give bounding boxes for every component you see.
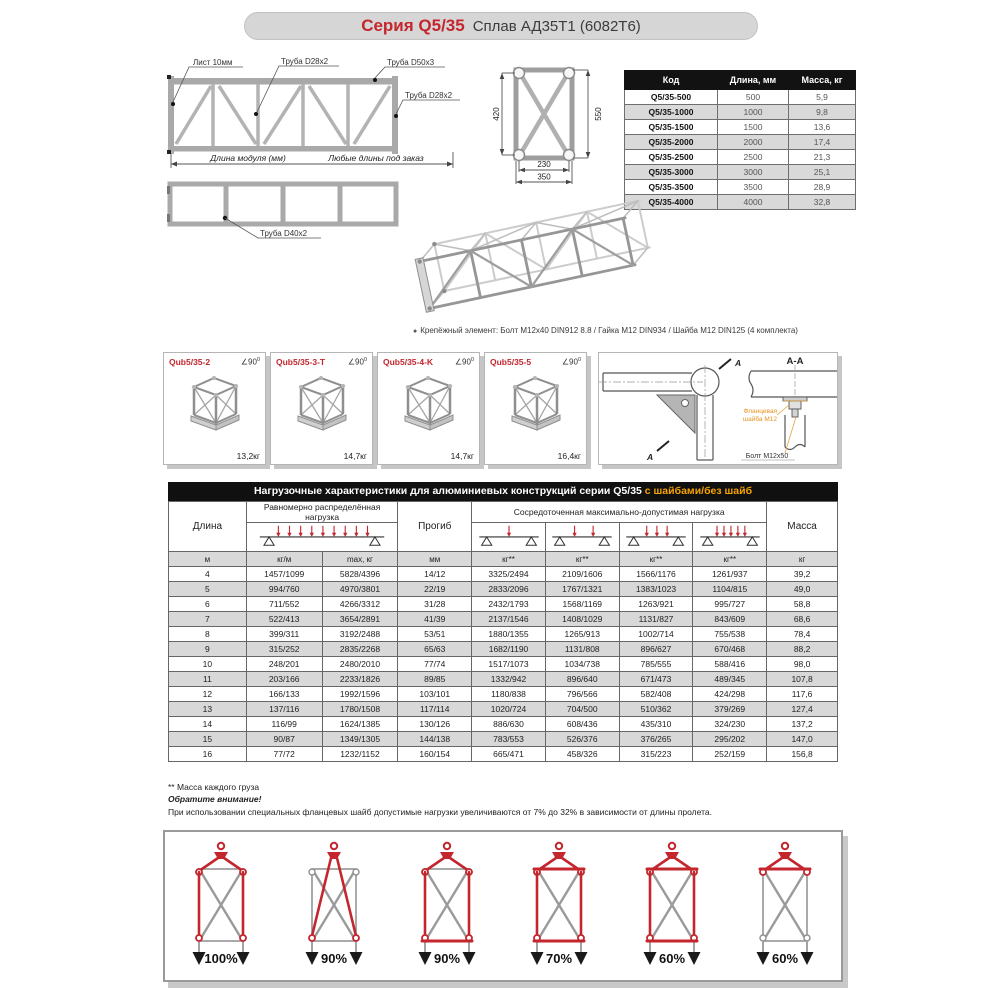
sheet-leader-dot (171, 102, 175, 106)
load-table-cell: 783/553 (472, 732, 546, 747)
load-table-cell: 166/133 (246, 687, 322, 702)
load-table-cell: 1624/1385 (322, 717, 398, 732)
load-table-cell: 2833/2096 (472, 582, 546, 597)
load-table-cell: 31/28 (398, 597, 472, 612)
sling-percent: 90% (433, 951, 460, 966)
load-unit-cell: кг (767, 552, 838, 567)
corner-block-render (501, 371, 571, 435)
load-table-cell: 2109/1606 (545, 567, 619, 582)
load-table-cell: 376/265 (619, 732, 693, 747)
sling-diagram (171, 839, 271, 973)
load-table-row (169, 672, 838, 687)
load-table-cell: 886/630 (472, 717, 546, 732)
section-marker-a-top: A (735, 358, 742, 368)
size-table-cell: 21,3 (789, 150, 856, 165)
corner-block-card (270, 352, 373, 465)
load-table-cell: 5 (169, 582, 247, 597)
footnotes (168, 781, 848, 818)
load-table-cell: 22/19 (398, 582, 472, 597)
size-table-cell: Q5/35-3000 (625, 165, 718, 180)
load-table-cell: 9 (169, 642, 247, 657)
load-table-cell: 1457/1099 (246, 567, 322, 582)
load-table-cell: 12 (169, 687, 247, 702)
size-table-cell: 25,1 (789, 165, 856, 180)
sheet-label: Лист 10мм (193, 58, 233, 67)
load-table-cell: 1780/1508 (322, 702, 398, 717)
load-table-cell: 160/154 (398, 747, 472, 762)
load-table-cell: 13 (169, 702, 247, 717)
load-table-cell: 711/552 (246, 597, 322, 612)
concentrated-load-diagram-2 (545, 523, 619, 552)
distributed-load-diagram (246, 523, 398, 552)
load-table-row (169, 732, 838, 747)
concentrated-load-diagram-3 (619, 523, 693, 552)
concentrated-load-diagram-4 (693, 523, 767, 552)
corner-block-card (377, 352, 480, 465)
size-table-cell: 1500 (718, 120, 789, 135)
size-table-cell: Q5/35-2500 (625, 150, 718, 165)
size-table-row (625, 150, 856, 165)
load-table-cell: 107,8 (767, 672, 838, 687)
load-unit-cell: кг/м (246, 552, 322, 567)
sling-diagram (284, 839, 384, 973)
size-table-row (625, 105, 856, 120)
load-table-cell: 608/436 (545, 717, 619, 732)
sling-diagram (622, 839, 722, 973)
corner-block-weight: 16,4кг (557, 451, 581, 461)
load-units-row (169, 552, 838, 567)
size-table-cell: 4000 (718, 195, 789, 210)
size-table-cell: 2000 (718, 135, 789, 150)
load-table-row (169, 747, 838, 762)
load-table-cell: 704/500 (545, 702, 619, 717)
size-col-mass: Масса, кг (789, 71, 856, 90)
load-table-cell: 1349/1305 (322, 732, 398, 747)
load-table-row (169, 657, 838, 672)
size-table-row (625, 135, 856, 150)
hook-icon (440, 843, 454, 859)
footnote-flange: При использовании специальных фланцевых шайб допустимые нагрузки увеличиваются от 7% до 32% в зависимости от длины пролета. (168, 806, 712, 817)
load-table-cell: 90/87 (246, 732, 322, 747)
load-table-cell: 78,4 (767, 627, 838, 642)
load-table-cell: 15 (169, 732, 247, 747)
load-table-cell: 588/416 (693, 657, 767, 672)
load-table-cell: 98,0 (767, 657, 838, 672)
load-table-cell: 116/99 (246, 717, 322, 732)
bullet-icon: ● (413, 328, 418, 335)
load-table-cell: 1002/714 (619, 627, 693, 642)
load-table-cell: 58,8 (767, 597, 838, 612)
load-table-cell: 11 (169, 672, 247, 687)
corner-block-weight: 14,7кг (450, 451, 474, 461)
corner-block-angle: $\angle 90^0$ (561, 357, 581, 367)
load-table-cell: 295/202 (693, 732, 767, 747)
load-table-cell: 1332/942 (472, 672, 546, 687)
load-table-row (169, 717, 838, 732)
hook-icon (327, 843, 341, 859)
truss-3d-render (403, 193, 683, 328)
load-table-cell: 458/326 (545, 747, 619, 762)
load-table-cell: 10 (169, 657, 247, 672)
size-table-row (625, 90, 856, 105)
load-unit-cell: кг** (472, 552, 546, 567)
load-table-cell: 4266/3312 (322, 597, 398, 612)
load-table-cell: 1232/1152 (322, 747, 398, 762)
load-table-cell: 1263/921 (619, 597, 693, 612)
tube28-leader-dot (254, 112, 258, 116)
load-table-row (169, 687, 838, 702)
load-table-row (169, 627, 838, 642)
load-table-cell: 315/252 (246, 642, 322, 657)
load-table-cell: 16 (169, 747, 247, 762)
load-table-row (169, 642, 838, 657)
size-table-cell: 9,8 (789, 105, 856, 120)
load-table-cell: 49,0 (767, 582, 838, 597)
load-table-cell: 127,4 (767, 702, 838, 717)
load-table-cell: 203/166 (246, 672, 322, 687)
tube-d28-top-label: Труба D28х2 (281, 57, 329, 66)
load-table-cell: 4 (169, 567, 247, 582)
col-distributed: Равномерно распределённая нагрузка (246, 502, 398, 523)
size-table-cell: 32,8 (789, 195, 856, 210)
load-table-cell: 39,2 (767, 567, 838, 582)
flange-washer-label-2: шайба М12 (742, 416, 777, 423)
load-table-cell: 489/345 (693, 672, 767, 687)
load-table-cell: 315/223 (619, 747, 693, 762)
load-table-cell: 1517/1073 (472, 657, 546, 672)
load-table-cell: 1880/1355 (472, 627, 546, 642)
size-table-cell: 5,9 (789, 90, 856, 105)
load-table-body (169, 567, 838, 762)
load-table-cell: 896/627 (619, 642, 693, 657)
series-title: Серия Q5/35 (361, 16, 465, 35)
dim-350: 350 (537, 172, 551, 182)
size-table (624, 70, 856, 210)
size-col-code: Код (625, 71, 718, 90)
load-table-cell: 130/126 (398, 717, 472, 732)
load-table-cell: 1767/1321 (545, 582, 619, 597)
load-unit-cell: кг** (693, 552, 767, 567)
size-table-cell: Q5/35-500 (625, 90, 718, 105)
size-table-row (625, 120, 856, 135)
hook-icon (778, 843, 792, 859)
load-table-cell: 1682/1190 (472, 642, 546, 657)
size-table-cell: 13,6 (789, 120, 856, 135)
load-unit-cell: м (169, 552, 247, 567)
hook-icon (665, 843, 679, 859)
load-table-cell: 995/727 (693, 597, 767, 612)
corner-block-name: Qub5/35-3-T (276, 357, 326, 367)
load-table-cell: 137,2 (767, 717, 838, 732)
corner-block-weight: 13,2кг (236, 451, 260, 461)
load-table-cell: 994/760 (246, 582, 322, 597)
corner-block-name: Qub5/35-4-K (383, 357, 434, 367)
load-table-cell: 3192/2488 (322, 627, 398, 642)
load-table-cell: 1020/724 (472, 702, 546, 717)
tube-d28-right-label: Труба D28х2 (405, 91, 453, 100)
section-aa-label: А-А (786, 356, 804, 367)
corner-block-render (180, 371, 250, 435)
corner-block-name: Qub5/35-5 (490, 357, 532, 367)
tube-d40-label: Труба D40х2 (260, 229, 308, 238)
dim-420: 420 (492, 107, 501, 121)
corner-block-angle: $\angle 90^0$ (347, 357, 367, 367)
load-table-cell: 68,6 (767, 612, 838, 627)
load-table-cell: 2480/2010 (322, 657, 398, 672)
load-table-cell: 2137/1546 (472, 612, 546, 627)
hook-icon (214, 843, 228, 859)
fastener-note-text: Крепёжный элемент: Болт М12х40 DIN912 8.8 / Гайка М12 DIN934 / Шайба М12 DIN125 (4 комплекта) (420, 326, 798, 335)
load-table-cell: 522/413 (246, 612, 322, 627)
load-table-title (168, 482, 838, 501)
load-table-cell: 14/12 (398, 567, 472, 582)
col-mass: Масса (767, 502, 838, 552)
load-table-cell: 1180/838 (472, 687, 546, 702)
load-table-cell: 41/39 (398, 612, 472, 627)
load-unit-cell: кг** (619, 552, 693, 567)
load-table-cell: 399/311 (246, 627, 322, 642)
corner-block-render (287, 371, 357, 435)
col-deflection: Прогиб (398, 502, 472, 552)
load-table-cell: 379/269 (693, 702, 767, 717)
load-table-cell: 248/201 (246, 657, 322, 672)
load-table-cell: 785/555 (619, 657, 693, 672)
load-unit-cell: мм (398, 552, 472, 567)
load-table-title-text: Нагрузочные характеристики для алюминиевых конструкций серии Q5/35 (253, 485, 642, 497)
load-unit-cell: max, кг (322, 552, 398, 567)
size-col-length: Длина, мм (718, 71, 789, 90)
load-table-cell: 796/566 (545, 687, 619, 702)
joint-detail-panel (598, 352, 838, 465)
load-table-cell: 1383/1023 (619, 582, 693, 597)
load-table-cell: 6 (169, 597, 247, 612)
corner-block-name: Qub5/35-2 (169, 357, 211, 367)
load-table-cell: 14 (169, 717, 247, 732)
load-table (168, 501, 838, 762)
load-table-cell: 103/101 (398, 687, 472, 702)
load-table-cell: 4970/3801 (322, 582, 398, 597)
load-table-cell: 582/408 (619, 687, 693, 702)
size-table-cell: 1000 (718, 105, 789, 120)
sling-diagram (735, 839, 835, 973)
load-table-cell: 670/468 (693, 642, 767, 657)
load-table-cell: 1568/1169 (545, 597, 619, 612)
size-table-cell: Q5/35-1500 (625, 120, 718, 135)
load-table-cell: 147,0 (767, 732, 838, 747)
size-table-cell: 500 (718, 90, 789, 105)
load-table-cell: 77/72 (246, 747, 322, 762)
load-table-cell: 510/362 (619, 702, 693, 717)
load-table-cell: 1408/1029 (545, 612, 619, 627)
alloy-title: Сплав АД35Т1 (6082Т6) (472, 17, 641, 35)
truss-side-view-drawing (163, 56, 463, 176)
load-table-cell: 1261/937 (693, 567, 767, 582)
corner-block-angle: $\angle 90^0$ (240, 357, 260, 367)
load-table-cell: 435/310 (619, 717, 693, 732)
col-length: Длина (169, 502, 247, 552)
load-table-cell: 3325/2494 (472, 567, 546, 582)
load-table-row (169, 702, 838, 717)
load-table-cell: 7 (169, 612, 247, 627)
size-table-cell: 17,4 (789, 135, 856, 150)
sling-diagram (509, 839, 609, 973)
col-concentrated: Сосредоточенная максимально-допустимая нагрузка (472, 502, 767, 523)
size-table-body (625, 90, 856, 210)
load-table-cell: 671/473 (619, 672, 693, 687)
load-table-cell: 1131/808 (545, 642, 619, 657)
section-marker-a-bottom: A (647, 452, 654, 462)
size-table-cell: Q5/35-1000 (625, 105, 718, 120)
load-table-cell: 137/116 (246, 702, 322, 717)
load-table-cell: 3654/2891 (322, 612, 398, 627)
load-table-cell: 77/74 (398, 657, 472, 672)
footnote-warning: Обратите внимание! (168, 794, 262, 805)
fastener-note (413, 326, 873, 335)
tube50-leader-dot (373, 78, 377, 82)
size-table-cell: 28,9 (789, 180, 856, 195)
load-table-cell: 1566/1176 (619, 567, 693, 582)
load-table-cell: 5828/4396 (322, 567, 398, 582)
load-table-cell: 1131/827 (619, 612, 693, 627)
size-table-cell: Q5/35-2000 (625, 135, 718, 150)
corner-block-weight: 14,7кг (343, 451, 367, 461)
size-table-cell: 3000 (718, 165, 789, 180)
size-table-cell: Q5/35-4000 (625, 195, 718, 210)
bolt-label: Болт М12х50 (745, 453, 789, 460)
load-table-cell: 156,8 (767, 747, 838, 762)
tube-d50-label: Труба D50х3 (387, 58, 435, 67)
load-table-cell: 843/609 (693, 612, 767, 627)
corner-block-card (163, 352, 266, 465)
dim-230: 230 (537, 160, 551, 169)
flange-washer-label-1: Фланцевая (743, 408, 777, 415)
load-table-cell: 2835/2268 (322, 642, 398, 657)
module-length-label: Длина модуля (мм) (210, 153, 286, 163)
load-table-cell: 526/376 (545, 732, 619, 747)
sling-percent: 60% (658, 951, 685, 966)
load-table-cell: 89/85 (398, 672, 472, 687)
load-table-cell: 117/114 (398, 702, 472, 717)
load-table-cell: 117,6 (767, 687, 838, 702)
load-table-cell: 1034/738 (545, 657, 619, 672)
hook-icon (552, 843, 566, 859)
sling-diagram (397, 839, 497, 973)
load-table-cell: 65/63 (398, 642, 472, 657)
sling-diagrams (163, 830, 843, 982)
dim-550: 550 (594, 107, 603, 121)
load-table-cell: 88,2 (767, 642, 838, 657)
load-table-title-accent: с шайбами/без шайб (644, 485, 753, 497)
size-table-cell: Q5/35-3500 (625, 180, 718, 195)
size-table-header-row (625, 71, 856, 90)
load-table-cell: 8 (169, 627, 247, 642)
load-table-cell: 2233/1826 (322, 672, 398, 687)
load-table-cell: 53/51 (398, 627, 472, 642)
concentrated-load-diagram-1 (472, 523, 546, 552)
load-table-cell: 252/159 (693, 747, 767, 762)
sling-percent: 100% (204, 951, 238, 966)
load-table-cell: 1265/913 (545, 627, 619, 642)
sling-percent: 90% (320, 951, 347, 966)
load-table-cell: 665/471 (472, 747, 546, 762)
load-unit-cell: кг** (545, 552, 619, 567)
page-title (244, 12, 758, 40)
corner-block-card (484, 352, 587, 465)
load-table-row (169, 597, 838, 612)
sling-percent: 60% (771, 951, 798, 966)
load-table-cell: 1992/1596 (322, 687, 398, 702)
tube28r-leader-dot (394, 114, 398, 118)
footnote-mass: ** Масса каждого груза (168, 782, 260, 792)
corner-block-angle: $\angle 90^0$ (454, 357, 474, 367)
load-table-row (169, 567, 838, 582)
load-table-cell: 424/298 (693, 687, 767, 702)
load-table-row (169, 582, 838, 597)
load-table-row (169, 612, 838, 627)
size-table-row (625, 165, 856, 180)
load-table-cell: 324/230 (693, 717, 767, 732)
load-table-cell: 2432/1793 (472, 597, 546, 612)
load-table-cell: 144/138 (398, 732, 472, 747)
load-table-cell: 755/538 (693, 627, 767, 642)
joint-detail-drawing (599, 353, 837, 464)
load-table-cell: 1104/815 (693, 582, 767, 597)
truss-cross-section-drawing (478, 58, 612, 190)
sling-percent: 70% (546, 951, 573, 966)
size-table-cell: 2500 (718, 150, 789, 165)
load-table-cell: 896/640 (545, 672, 619, 687)
custom-length-label: Любые длины под заказ (328, 153, 424, 163)
corner-block-render (394, 371, 464, 435)
size-table-cell: 3500 (718, 180, 789, 195)
